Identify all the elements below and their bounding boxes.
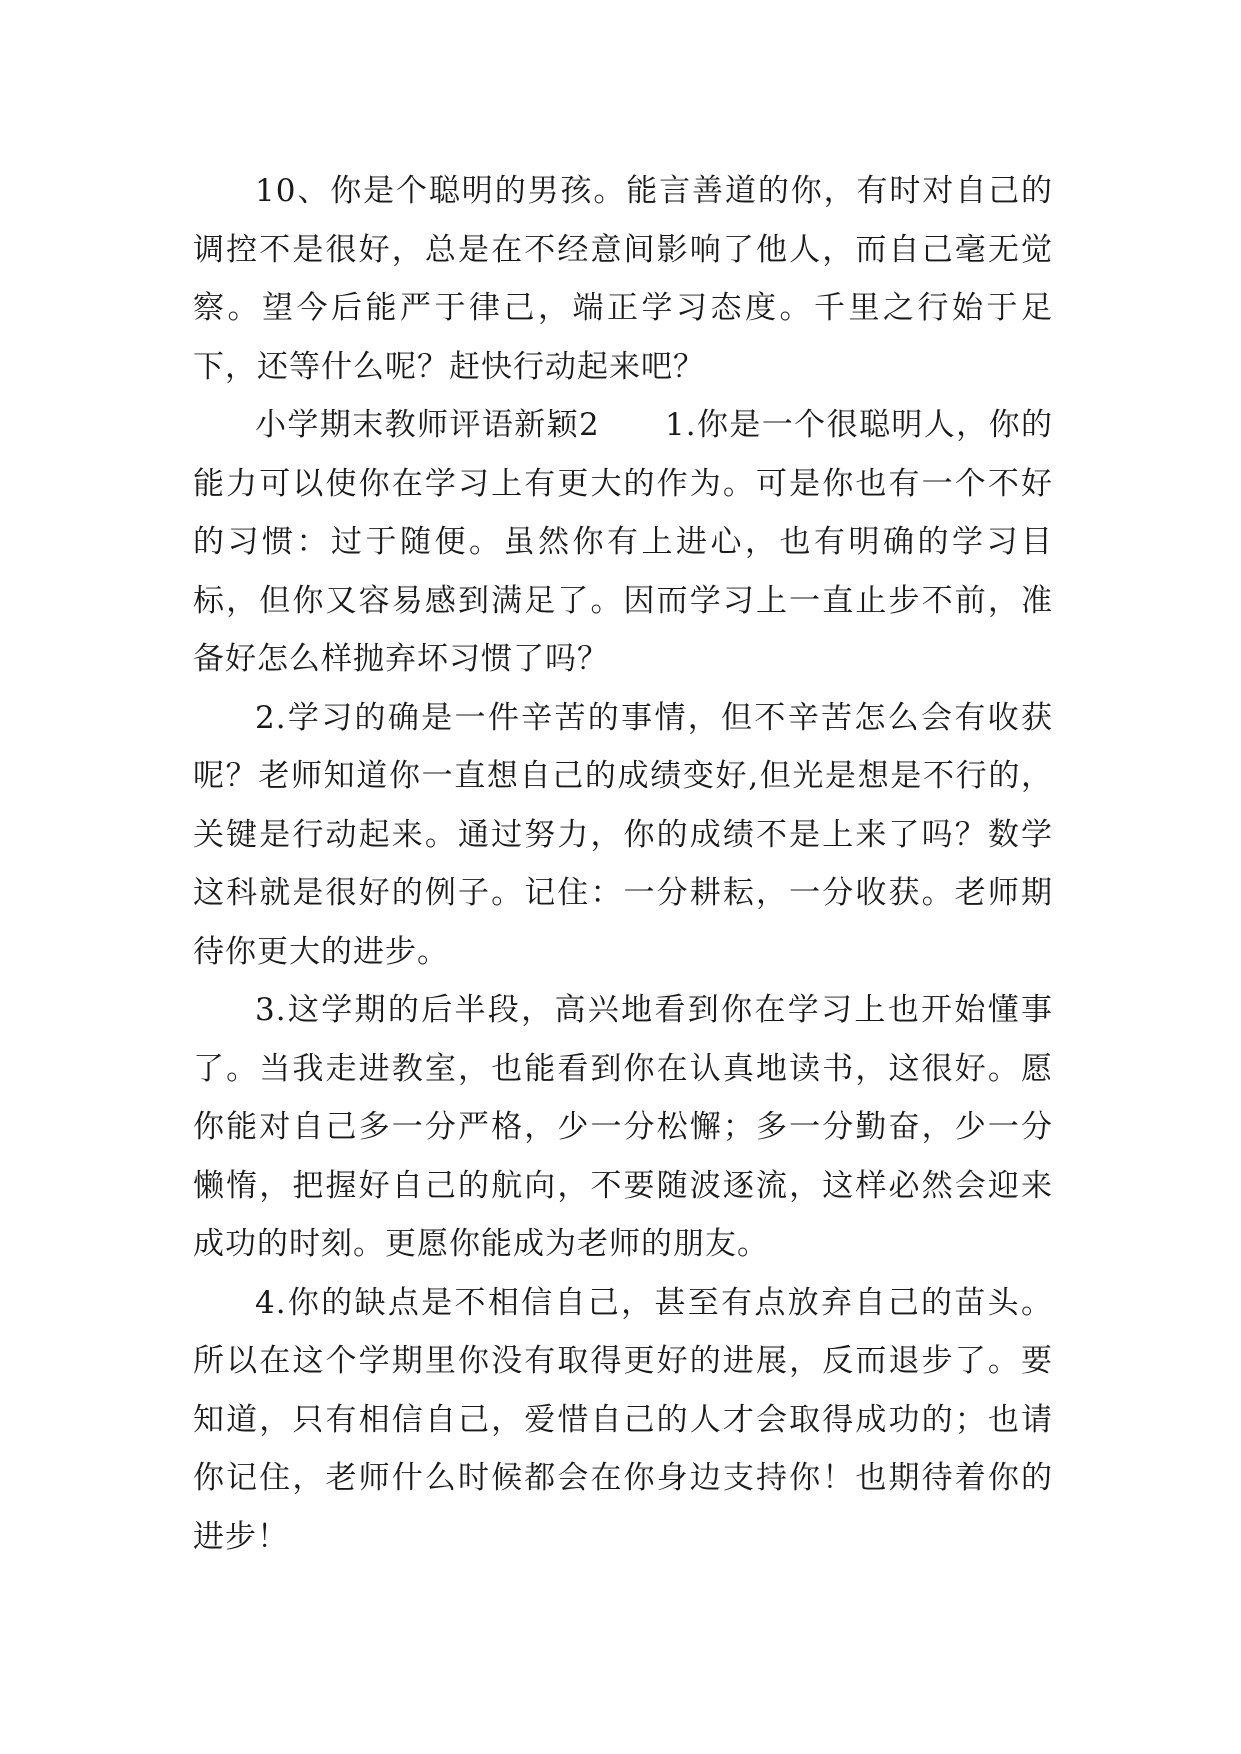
paragraph-comment-2: 2.学习的确是一件辛苦的事情，但不辛苦怎么会有收获呢？老师知道你一直想自己的成绩变好,但光是想是不行的，关键是行动起来。通过努力，你的成绩不是上来了吗？数学这科就是很好的例子。记住：一分耕耘，一分收获。老师期待你更大的进步。 (193, 699, 1053, 970)
paragraph-comment-3: 3.这学期的后半段，高兴地看到你在学习上也开始懂事了。当我走进教室，也能看到你在认真地读书，这很好。愿你能对自己多一分严格，少一分松懈；多一分勤奋，少一分懒惰，把握好自己的航向，不要随波逐流，这样必然会迎来成功的时刻。更愿你能成为老师的朋友。 (193, 992, 1053, 1262)
paragraph-section-2-comment-1: 小学期末教师评语新颖2 1.你是一个很聪明人，你的能力可以使你在学习上有更大的作为。可是你也有一个不好的习惯：过于随便。虽然你有上进心，也有明确的学习目标，但你又容易感到满足了。因而学习上一直止步不前，准备好怎么样抛弃坏习惯了吗？ (193, 407, 1053, 677)
paragraph-comment-4: 4.你的缺点是不相信自己，甚至有点放弃自己的苗头。所以在这个学期里你没有取得更好的进展，反而退步了。要知道，只有相信自己，爱惜自己的人才会取得成功的；也请你记住，老师什么时候都会在你身边支持你！也期待着你的进步！ (193, 1284, 1053, 1555)
paragraph-comment-10: 10、你是个聪明的男孩。能言善道的你，有时对自己的调控不是很好，总是在不经意间影响了他人，而自己毫无觉察。望今后能严于律己，端正学习态度。千里之行始于足下，还等什么呢？赶快行动起来吧？ (193, 173, 1053, 385)
document-body (193, 162, 1053, 1566)
